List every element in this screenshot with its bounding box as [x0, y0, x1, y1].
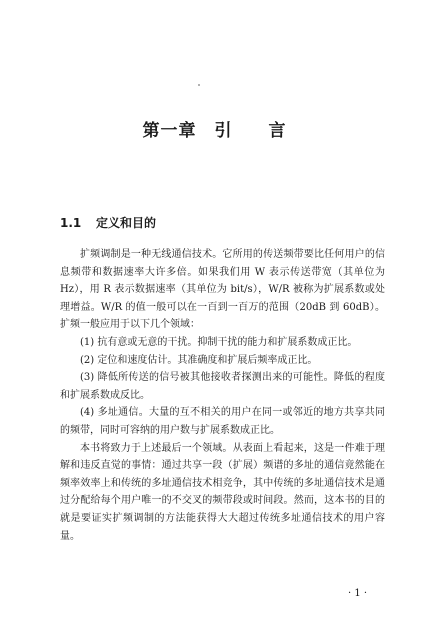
paragraph-conclusion: 本书将致力于上述最后一个领域。从表面上看起来，这是一件难于理解和违反直觉的事情：通过共享一段（扩展）频谱的多址的通信竟然能在频率效率上和传统的多址通信技术相竞争，其中传统的多址通信技术是通过分配给每个用户唯一的不交叉的频带段或时间段。然而，这本书的目的就是要证实扩频调制的方法能获得大大超过传统多址通信技术的用户容量。 — [60, 442, 385, 542]
paragraph-item-1: (1) 抗有意或无意的干扰。抑制干扰的能力和扩展系数成正比。 — [80, 336, 358, 348]
body-text — [60, 246, 385, 545]
chapter-title: 第一章 引 言 — [142, 121, 287, 141]
page-number: · 1 · — [348, 588, 368, 599]
scan-speck — [198, 84, 200, 86]
section-number: 1.1 — [60, 216, 82, 230]
section-title-text: 定义和目的 — [96, 216, 157, 230]
paragraph-item-3: (3) 降低所传送的信号被其他接收者探测出来的可能性。降低的程度和扩展系数成反比。 — [60, 372, 385, 401]
section-heading — [60, 214, 156, 231]
paragraph-item-2: (2) 定位和速度估计。其准确度和扩展后频率成正比。 — [80, 354, 318, 366]
paragraph-intro: 扩频调制是一种无线通信技术。它所用的传送频带要比任何用户的信息频带和数据速率大许多倍。如果我们用 W 表示传送带宽（其单位为 Hz），用 R 表示数据速率（其单位为 bit/s），W/R 被称为扩展系数或处理增益。W/R 的值一般可以在一百到一百万的范围（20dB 到 60dB）。扩频一般应用于以下几个领域： — [60, 249, 385, 331]
paragraph-item-4: (4) 多址通信。大量的互不相关的用户在同一或邻近的地方共享共同的频带，同时可容纳的用户数与扩展系数成正比。 — [60, 407, 385, 436]
